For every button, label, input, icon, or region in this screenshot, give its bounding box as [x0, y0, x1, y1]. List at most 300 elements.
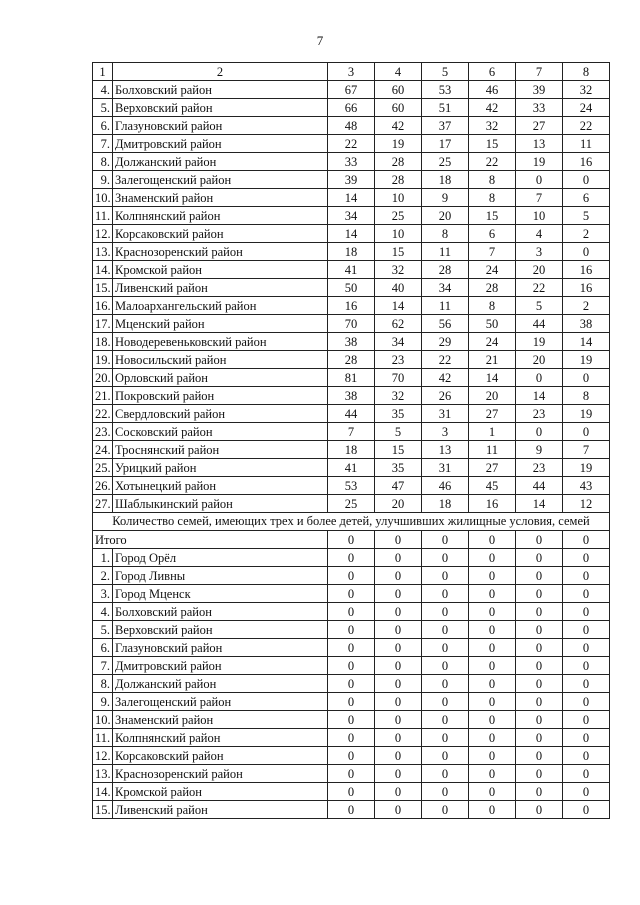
value-cell: 0	[469, 675, 516, 693]
value-cell: 31	[422, 459, 469, 477]
value-cell: 18	[328, 243, 375, 261]
value-cell: 43	[563, 477, 610, 495]
table-row	[93, 189, 610, 207]
district-name: Малоархангельский район	[113, 297, 328, 315]
row-index: 16.	[93, 297, 113, 315]
district-name: Корсаковский район	[113, 225, 328, 243]
value-cell: 14	[516, 387, 563, 405]
column-number-cell: 3	[328, 63, 375, 81]
value-cell: 32	[469, 117, 516, 135]
value-cell: 10	[375, 225, 422, 243]
district-name: Верховский район	[113, 621, 328, 639]
value-cell: 0	[563, 567, 610, 585]
row-index: 17.	[93, 315, 113, 333]
value-cell: 14	[516, 495, 563, 513]
value-cell: 0	[469, 729, 516, 747]
value-cell: 0	[469, 747, 516, 765]
district-name: Мценский район	[113, 315, 328, 333]
district-name: Глазуновский район	[113, 639, 328, 657]
value-cell: 0	[375, 549, 422, 567]
value-cell: 0	[516, 171, 563, 189]
value-cell: 0	[563, 657, 610, 675]
value-cell: 41	[328, 459, 375, 477]
value-cell: 0	[516, 423, 563, 441]
total-value-cell: 0	[516, 531, 563, 549]
value-cell: 0	[563, 171, 610, 189]
value-cell: 0	[422, 729, 469, 747]
value-cell: 0	[422, 801, 469, 819]
total-label: Итого	[93, 531, 328, 549]
value-cell: 0	[563, 549, 610, 567]
value-cell: 0	[375, 567, 422, 585]
column-number-cell: 6	[469, 63, 516, 81]
value-cell: 20	[422, 207, 469, 225]
value-cell: 18	[328, 441, 375, 459]
section-header: Количество семей, имеющих трех и более детей, улучшивших жилищные условия, семей	[93, 513, 610, 531]
row-index: 11.	[93, 729, 113, 747]
value-cell: 6	[469, 225, 516, 243]
value-cell: 53	[422, 81, 469, 99]
district-name: Дмитровский район	[113, 657, 328, 675]
value-cell: 0	[422, 747, 469, 765]
value-cell: 14	[469, 369, 516, 387]
district-name: Залегощенский район	[113, 171, 328, 189]
district-name: Краснозоренский район	[113, 243, 328, 261]
value-cell: 20	[516, 261, 563, 279]
value-cell: 81	[328, 369, 375, 387]
value-cell: 0	[422, 675, 469, 693]
district-name: Верховский район	[113, 99, 328, 117]
row-index: 27.	[93, 495, 113, 513]
row-index: 20.	[93, 369, 113, 387]
table-row	[93, 261, 610, 279]
district-name: Урицкий район	[113, 459, 328, 477]
table-row	[93, 639, 610, 657]
value-cell: 24	[469, 333, 516, 351]
value-cell: 8	[422, 225, 469, 243]
value-cell: 0	[328, 657, 375, 675]
value-cell: 70	[375, 369, 422, 387]
value-cell: 0	[328, 603, 375, 621]
district-name: Краснозоренский район	[113, 765, 328, 783]
value-cell: 27	[516, 117, 563, 135]
value-cell: 0	[375, 801, 422, 819]
value-cell: 8	[563, 387, 610, 405]
district-name: Знаменский район	[113, 711, 328, 729]
value-cell: 0	[328, 729, 375, 747]
value-cell: 0	[422, 603, 469, 621]
data-table	[92, 62, 610, 819]
table-row	[93, 279, 610, 297]
value-cell: 51	[422, 99, 469, 117]
value-cell: 5	[563, 207, 610, 225]
value-cell: 0	[516, 693, 563, 711]
value-cell: 0	[563, 243, 610, 261]
district-name: Свердловский район	[113, 405, 328, 423]
value-cell: 11	[422, 243, 469, 261]
value-cell: 53	[328, 477, 375, 495]
value-cell: 19	[563, 351, 610, 369]
table-row	[93, 153, 610, 171]
value-cell: 14	[328, 189, 375, 207]
value-cell: 0	[516, 783, 563, 801]
value-cell: 31	[422, 405, 469, 423]
value-cell: 0	[375, 747, 422, 765]
district-name: Залегощенский район	[113, 693, 328, 711]
row-index: 15.	[93, 279, 113, 297]
row-index: 5.	[93, 621, 113, 639]
value-cell: 33	[328, 153, 375, 171]
value-cell: 28	[328, 351, 375, 369]
table-row	[93, 369, 610, 387]
table-row	[93, 693, 610, 711]
value-cell: 0	[375, 657, 422, 675]
value-cell: 8	[469, 171, 516, 189]
row-index: 2.	[93, 567, 113, 585]
district-name: Дмитровский район	[113, 135, 328, 153]
row-index: 10.	[93, 189, 113, 207]
value-cell: 0	[563, 423, 610, 441]
table-row	[93, 603, 610, 621]
value-cell: 7	[328, 423, 375, 441]
value-cell: 0	[469, 801, 516, 819]
value-cell: 27	[469, 405, 516, 423]
table-row	[93, 297, 610, 315]
value-cell: 0	[328, 639, 375, 657]
value-cell: 66	[328, 99, 375, 117]
value-cell: 37	[422, 117, 469, 135]
district-name: Глазуновский район	[113, 117, 328, 135]
value-cell: 21	[469, 351, 516, 369]
value-cell: 1	[469, 423, 516, 441]
table-row	[93, 549, 610, 567]
district-name: Должанский район	[113, 153, 328, 171]
value-cell: 0	[422, 567, 469, 585]
value-cell: 14	[563, 333, 610, 351]
district-name: Троснянский район	[113, 441, 328, 459]
row-index: 7.	[93, 135, 113, 153]
value-cell: 0	[328, 711, 375, 729]
district-name: Орловский район	[113, 369, 328, 387]
value-cell: 0	[516, 711, 563, 729]
row-index: 12.	[93, 747, 113, 765]
value-cell: 0	[375, 675, 422, 693]
value-cell: 27	[469, 459, 516, 477]
value-cell: 22	[469, 153, 516, 171]
value-cell: 0	[516, 369, 563, 387]
table-row	[93, 171, 610, 189]
total-row	[93, 531, 610, 549]
value-cell: 0	[469, 711, 516, 729]
value-cell: 41	[328, 261, 375, 279]
value-cell: 12	[563, 495, 610, 513]
value-cell: 28	[422, 261, 469, 279]
value-cell: 0	[375, 783, 422, 801]
value-cell: 18	[422, 495, 469, 513]
value-cell: 34	[375, 333, 422, 351]
value-cell: 32	[375, 261, 422, 279]
table-row	[93, 459, 610, 477]
value-cell: 0	[422, 765, 469, 783]
table-row	[93, 117, 610, 135]
table-row	[93, 495, 610, 513]
column-number-cell: 8	[563, 63, 610, 81]
value-cell: 0	[516, 639, 563, 657]
table-row	[93, 99, 610, 117]
table-row	[93, 405, 610, 423]
value-cell: 0	[563, 711, 610, 729]
row-index: 21.	[93, 387, 113, 405]
value-cell: 34	[422, 279, 469, 297]
value-cell: 0	[469, 567, 516, 585]
row-index: 9.	[93, 171, 113, 189]
table-body	[93, 63, 610, 819]
value-cell: 9	[422, 189, 469, 207]
value-cell: 0	[328, 747, 375, 765]
value-cell: 7	[469, 243, 516, 261]
value-cell: 0	[328, 549, 375, 567]
value-cell: 23	[375, 351, 422, 369]
row-index: 13.	[93, 243, 113, 261]
value-cell: 15	[469, 135, 516, 153]
value-cell: 16	[469, 495, 516, 513]
value-cell: 11	[422, 297, 469, 315]
value-cell: 17	[422, 135, 469, 153]
page-number: 7	[316, 33, 324, 48]
table-row	[93, 243, 610, 261]
value-cell: 11	[563, 135, 610, 153]
value-cell: 0	[516, 657, 563, 675]
value-cell: 0	[375, 765, 422, 783]
value-cell: 5	[516, 297, 563, 315]
value-cell: 0	[563, 639, 610, 657]
district-name: Новосильский район	[113, 351, 328, 369]
row-index: 6.	[93, 117, 113, 135]
value-cell: 24	[563, 99, 610, 117]
value-cell: 0	[563, 675, 610, 693]
value-cell: 5	[375, 423, 422, 441]
total-value-cell: 0	[469, 531, 516, 549]
district-name: Должанский район	[113, 675, 328, 693]
value-cell: 0	[375, 711, 422, 729]
table-row	[93, 711, 610, 729]
row-index: 1.	[93, 549, 113, 567]
row-index: 25.	[93, 459, 113, 477]
value-cell: 0	[422, 585, 469, 603]
row-index: 8.	[93, 153, 113, 171]
table-row	[93, 621, 610, 639]
value-cell: 48	[328, 117, 375, 135]
value-cell: 19	[563, 459, 610, 477]
value-cell: 20	[516, 351, 563, 369]
value-cell: 14	[328, 225, 375, 243]
table-row	[93, 333, 610, 351]
value-cell: 8	[469, 189, 516, 207]
value-cell: 0	[469, 603, 516, 621]
table-row	[93, 225, 610, 243]
value-cell: 32	[563, 81, 610, 99]
table-row	[93, 801, 610, 819]
value-cell: 6	[563, 189, 610, 207]
district-name: Хотынецкий район	[113, 477, 328, 495]
district-name: Колпнянский район	[113, 729, 328, 747]
district-name: Болховский район	[113, 603, 328, 621]
total-value-cell: 0	[563, 531, 610, 549]
value-cell: 44	[328, 405, 375, 423]
table-row	[93, 765, 610, 783]
value-cell: 26	[422, 387, 469, 405]
value-cell: 0	[469, 549, 516, 567]
value-cell: 0	[563, 765, 610, 783]
value-cell: 38	[328, 387, 375, 405]
value-cell: 0	[469, 639, 516, 657]
value-cell: 44	[516, 315, 563, 333]
value-cell: 33	[516, 99, 563, 117]
table-row	[93, 585, 610, 603]
column-number-cell: 1	[93, 63, 113, 81]
value-cell: 20	[469, 387, 516, 405]
value-cell: 0	[375, 729, 422, 747]
value-cell: 0	[563, 621, 610, 639]
district-name: Город Мценск	[113, 585, 328, 603]
value-cell: 28	[375, 171, 422, 189]
row-index: 13.	[93, 765, 113, 783]
value-cell: 0	[375, 585, 422, 603]
value-cell: 46	[469, 81, 516, 99]
value-cell: 16	[563, 153, 610, 171]
value-cell: 60	[375, 81, 422, 99]
value-cell: 0	[328, 675, 375, 693]
value-cell: 0	[422, 711, 469, 729]
value-cell: 0	[563, 729, 610, 747]
value-cell: 0	[375, 693, 422, 711]
value-cell: 0	[328, 585, 375, 603]
value-cell: 39	[516, 81, 563, 99]
district-name: Знаменский район	[113, 189, 328, 207]
value-cell: 0	[422, 657, 469, 675]
district-name: Город Ливны	[113, 567, 328, 585]
value-cell: 0	[469, 783, 516, 801]
value-cell: 20	[375, 495, 422, 513]
value-cell: 0	[328, 765, 375, 783]
value-cell: 0	[563, 693, 610, 711]
value-cell: 44	[516, 477, 563, 495]
value-cell: 39	[328, 171, 375, 189]
value-cell: 3	[422, 423, 469, 441]
value-cell: 0	[422, 693, 469, 711]
value-cell: 45	[469, 477, 516, 495]
value-cell: 19	[375, 135, 422, 153]
value-cell: 0	[563, 369, 610, 387]
district-name: Корсаковский район	[113, 747, 328, 765]
row-index: 7.	[93, 657, 113, 675]
value-cell: 4	[516, 225, 563, 243]
value-cell: 10	[375, 189, 422, 207]
row-index: 4.	[93, 81, 113, 99]
column-number-cell: 5	[422, 63, 469, 81]
district-name: Кромской район	[113, 261, 328, 279]
value-cell: 0	[516, 603, 563, 621]
value-cell: 25	[375, 207, 422, 225]
row-index: 3.	[93, 585, 113, 603]
total-value-cell: 0	[422, 531, 469, 549]
value-cell: 0	[328, 801, 375, 819]
table-row	[93, 207, 610, 225]
value-cell: 0	[563, 585, 610, 603]
district-name: Кромской район	[113, 783, 328, 801]
value-cell: 18	[422, 171, 469, 189]
value-cell: 0	[469, 657, 516, 675]
value-cell: 0	[375, 603, 422, 621]
value-cell: 19	[563, 405, 610, 423]
value-cell: 0	[422, 783, 469, 801]
value-cell: 2	[563, 297, 610, 315]
value-cell: 38	[328, 333, 375, 351]
value-cell: 42	[422, 369, 469, 387]
value-cell: 0	[516, 585, 563, 603]
table-row	[93, 477, 610, 495]
value-cell: 56	[422, 315, 469, 333]
row-index: 18.	[93, 333, 113, 351]
district-name: Болховский район	[113, 81, 328, 99]
value-cell: 22	[422, 351, 469, 369]
value-cell: 35	[375, 405, 422, 423]
row-index: 23.	[93, 423, 113, 441]
value-cell: 0	[469, 693, 516, 711]
row-index: 26.	[93, 477, 113, 495]
value-cell: 40	[375, 279, 422, 297]
section-header-row	[93, 513, 610, 531]
value-cell: 14	[375, 297, 422, 315]
value-cell: 0	[563, 603, 610, 621]
value-cell: 9	[516, 441, 563, 459]
value-cell: 13	[516, 135, 563, 153]
value-cell: 0	[516, 549, 563, 567]
table-row	[93, 315, 610, 333]
table-row	[93, 747, 610, 765]
value-cell: 0	[516, 729, 563, 747]
value-cell: 60	[375, 99, 422, 117]
district-name: Новодеревеньковский район	[113, 333, 328, 351]
value-cell: 46	[422, 477, 469, 495]
value-cell: 15	[469, 207, 516, 225]
value-cell: 0	[422, 549, 469, 567]
value-cell: 32	[375, 387, 422, 405]
district-name: Город Орёл	[113, 549, 328, 567]
district-name: Покровский район	[113, 387, 328, 405]
row-index: 19.	[93, 351, 113, 369]
value-cell: 47	[375, 477, 422, 495]
column-number-cell: 4	[375, 63, 422, 81]
value-cell: 0	[516, 675, 563, 693]
table-row	[93, 135, 610, 153]
value-cell: 67	[328, 81, 375, 99]
value-cell: 35	[375, 459, 422, 477]
table-row	[93, 351, 610, 369]
value-cell: 24	[469, 261, 516, 279]
row-index: 12.	[93, 225, 113, 243]
value-cell: 10	[516, 207, 563, 225]
row-index: 14.	[93, 783, 113, 801]
value-cell: 42	[469, 99, 516, 117]
value-cell: 22	[516, 279, 563, 297]
value-cell: 23	[516, 405, 563, 423]
district-name: Сосковский район	[113, 423, 328, 441]
value-cell: 23	[516, 459, 563, 477]
value-cell: 0	[469, 585, 516, 603]
value-cell: 38	[563, 315, 610, 333]
value-cell: 16	[563, 279, 610, 297]
